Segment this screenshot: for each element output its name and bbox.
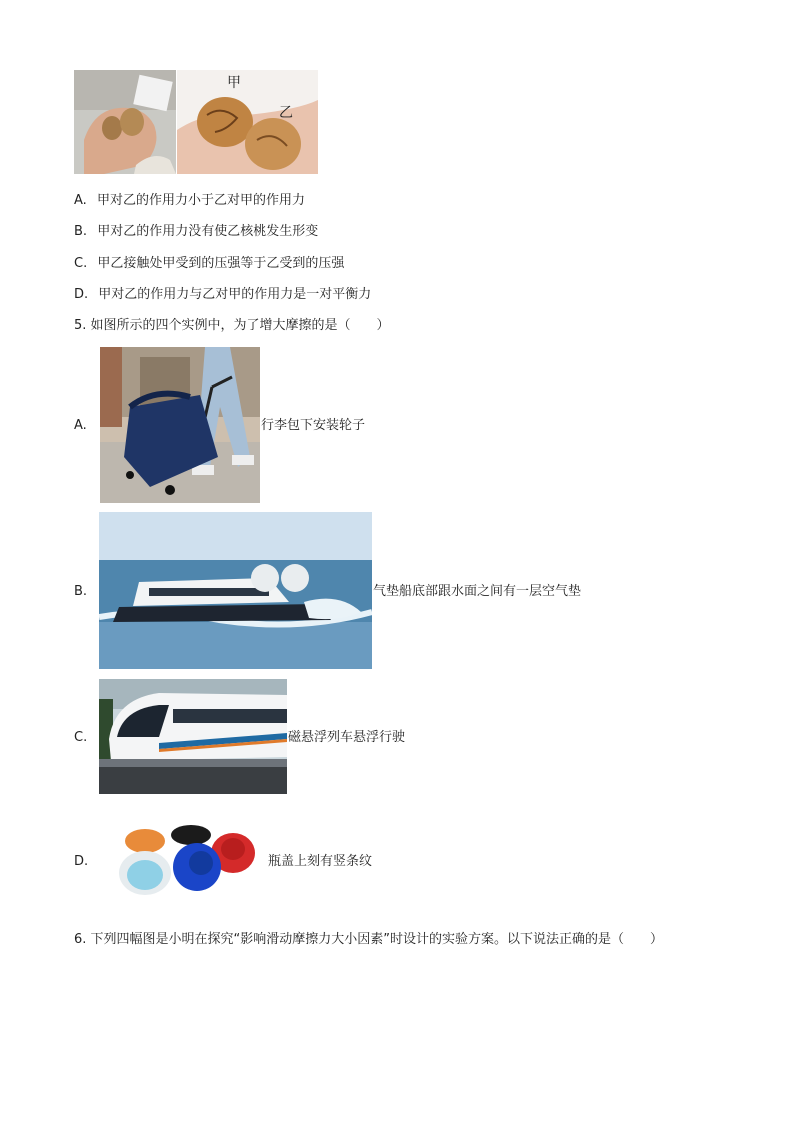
option-letter: B. [74, 224, 88, 239]
hovercraft-photo [99, 512, 372, 669]
q5-option-d-letter: D. [74, 854, 89, 869]
q5-option-c-text: 磁悬浮列车悬浮行驶 [288, 730, 406, 745]
q4-option-c [74, 256, 344, 272]
q5-option-c-letter: C. [74, 730, 88, 745]
option-text: 甲对乙的作用力小于乙对甲的作用力 [96, 193, 305, 208]
q4-option-d [74, 287, 371, 303]
option-letter: D. [74, 287, 89, 302]
q4-option-b [74, 224, 318, 240]
option-text: 甲对乙的作用力没有使乙核桃发生形变 [97, 224, 319, 239]
maglev-train-photo [99, 679, 287, 794]
q5-stem: 5. 如图所示的四个实例中，为了增大摩擦的是（ ） [74, 318, 390, 333]
label-jia: 甲 [227, 75, 241, 91]
q5-option-b-text: 气垫船底部跟水面之间有一层空气垫 [373, 584, 582, 599]
walnuts-jia-yi-photo [177, 70, 318, 174]
walnut-hand-photo [74, 70, 176, 174]
option-letter: C. [74, 256, 88, 271]
q5-option-d-text: 瓶盖上刻有竖条纹 [268, 854, 373, 869]
q5-option-a-letter: A. [74, 418, 87, 433]
option-letter: A. [74, 193, 87, 208]
label-yi: 乙 [279, 105, 293, 121]
q4-option-a [74, 193, 305, 209]
luggage-wheels-photo [100, 347, 260, 503]
option-text: 甲对乙的作用力与乙对甲的作用力是一对平衡力 [98, 287, 372, 302]
q6-stem: 6. 下列四幅图是小明在探究“影响滑动摩擦力大小因素”时设计的实验方案。以下说法正确的是（ ） [74, 932, 664, 947]
q5-option-b-letter: B. [74, 584, 88, 599]
bottle-caps-photo [101, 809, 267, 912]
q5-option-a-text: 行李包下安装轮子 [261, 418, 366, 433]
option-text: 甲乙接触处甲受到的压强等于乙受到的压强 [97, 256, 345, 271]
